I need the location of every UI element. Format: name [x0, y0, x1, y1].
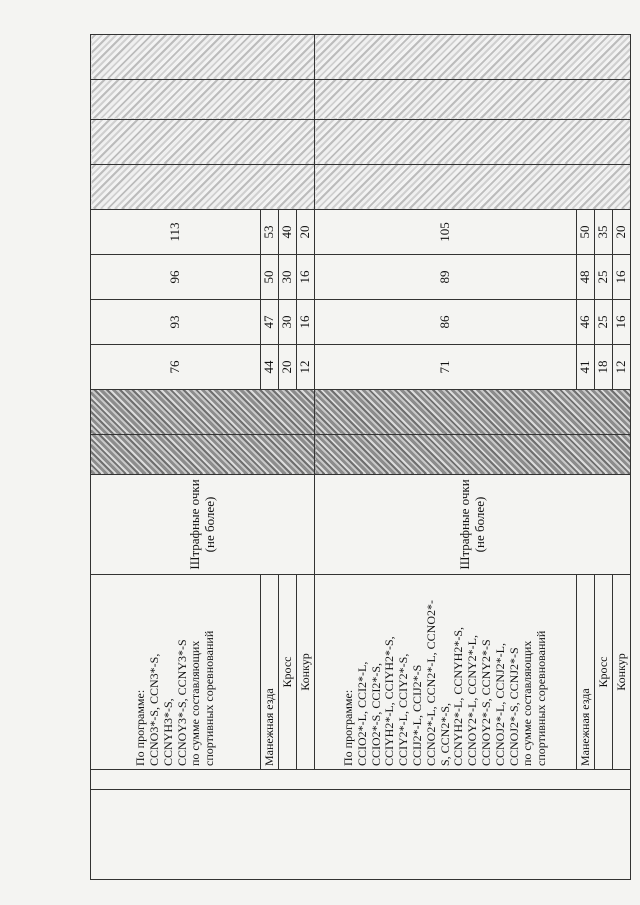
value-cell: 40 — [279, 210, 297, 255]
program-line: CCIO2*-S, CCI2*-S, — [368, 662, 383, 766]
table-row — [91, 35, 261, 880]
shaded-cell — [315, 390, 631, 435]
program-line: По программе: — [133, 689, 148, 766]
program-line: CCNOY3*-S, CCNY3*-S — [174, 639, 189, 766]
value-cell: 16 — [613, 300, 631, 345]
shaded-cell — [91, 35, 315, 80]
value-cell: 50 — [577, 210, 595, 255]
program-line: по сумме составляющих — [520, 640, 535, 766]
value-cell: 48 — [577, 255, 595, 300]
program-line: CCNYH2*-L, CCNYH2*-S, — [451, 626, 466, 766]
value-cell: 96 — [91, 255, 261, 300]
value-cell: 30 — [279, 300, 297, 345]
value-cell: 25 — [595, 255, 613, 300]
program-line: CCNOJ2*-L, CCNJ2*-L, — [492, 642, 507, 766]
program-line: CCIJ2*-L, CCIJ2*-S — [410, 664, 424, 766]
value-cell: 113 — [91, 210, 261, 255]
value-cell: 16 — [297, 255, 315, 300]
program-line: CCNO3*-S, CCN3*-S, — [146, 653, 161, 766]
value-cell: 20 — [279, 345, 297, 390]
program-line: спортивных соревнований — [534, 630, 549, 766]
shaded-cell — [91, 390, 315, 435]
value-cell: 44 — [261, 345, 279, 390]
value-cell: 12 — [613, 345, 631, 390]
value-cell: 35 — [595, 210, 613, 255]
penalty-label: Штрафные очки (не более) — [315, 475, 631, 575]
program-line: По программе: — [341, 689, 356, 766]
program-line: S, CCN2*-S, — [437, 702, 452, 766]
value-cell: 25 — [595, 300, 613, 345]
value-cell: 71 — [315, 345, 577, 390]
value-cell: 53 — [261, 210, 279, 255]
sub-row-label: Манежная езда — [261, 575, 279, 770]
value-cell: 41 — [577, 345, 595, 390]
sub-row-label: Кросс — [279, 575, 297, 770]
value-cell: 30 — [279, 255, 297, 300]
standards-table — [90, 34, 631, 880]
value-cell: 86 — [315, 300, 577, 345]
sub-row-label: Кросс — [595, 575, 613, 770]
program-line: CCNOJ2*-S, CCNJ2*-S — [506, 647, 521, 766]
program-line: спортивных соревнований — [202, 630, 217, 766]
value-cell: 46 — [577, 300, 595, 345]
program-cell — [315, 575, 577, 770]
program-line: CCIO2*-L, CCI2*-L, — [354, 661, 369, 766]
program-line: по сумме составляющих — [188, 640, 203, 766]
value-cell: 16 — [297, 300, 315, 345]
shaded-cell — [315, 435, 631, 475]
program-line: CCNO2*-L, CCN2*-L, CCNO2*- — [423, 599, 438, 766]
value-cell: 105 — [315, 210, 577, 255]
shaded-cell — [315, 80, 631, 120]
program-line: CCIYH2*-L, CCIYH2*-S, — [382, 636, 397, 766]
value-cell: 20 — [297, 210, 315, 255]
value-cell: 93 — [91, 300, 261, 345]
program-line: CCNOY2*-L, CCNY2*-L, — [465, 635, 480, 766]
value-cell: 16 — [613, 255, 631, 300]
shaded-cell — [315, 120, 631, 165]
shaded-cell — [91, 80, 315, 120]
value-cell: 50 — [261, 255, 279, 300]
program-line: CCIY2*-L, CCIY2*-S, — [396, 653, 411, 766]
value-cell: 89 — [315, 255, 577, 300]
shaded-cell — [315, 165, 631, 210]
value-cell: 12 — [297, 345, 315, 390]
sub-row-label: Конкур — [613, 575, 631, 770]
penalty-label: Штрафные очки (не более) — [91, 475, 315, 575]
shaded-cell — [315, 35, 631, 80]
rotated-table-container — [90, 35, 629, 880]
program-line: CCNYH3*-S, — [160, 698, 175, 766]
value-cell: 18 — [595, 345, 613, 390]
program-line: CCNOY2*-S, CCNY2*-S — [478, 639, 493, 766]
value-cell: 20 — [613, 210, 631, 255]
blank-narrow-cell — [91, 770, 631, 790]
shaded-cell — [91, 435, 315, 475]
blank-left-cell — [91, 790, 631, 880]
shaded-cell — [91, 120, 315, 165]
program-cell — [91, 575, 261, 770]
sub-row-label: Конкур — [297, 575, 315, 770]
value-cell: 47 — [261, 300, 279, 345]
table-row — [315, 35, 577, 880]
shaded-cell — [91, 165, 315, 210]
sub-row-label: Манежная езда — [577, 575, 595, 770]
value-cell: 76 — [91, 345, 261, 390]
